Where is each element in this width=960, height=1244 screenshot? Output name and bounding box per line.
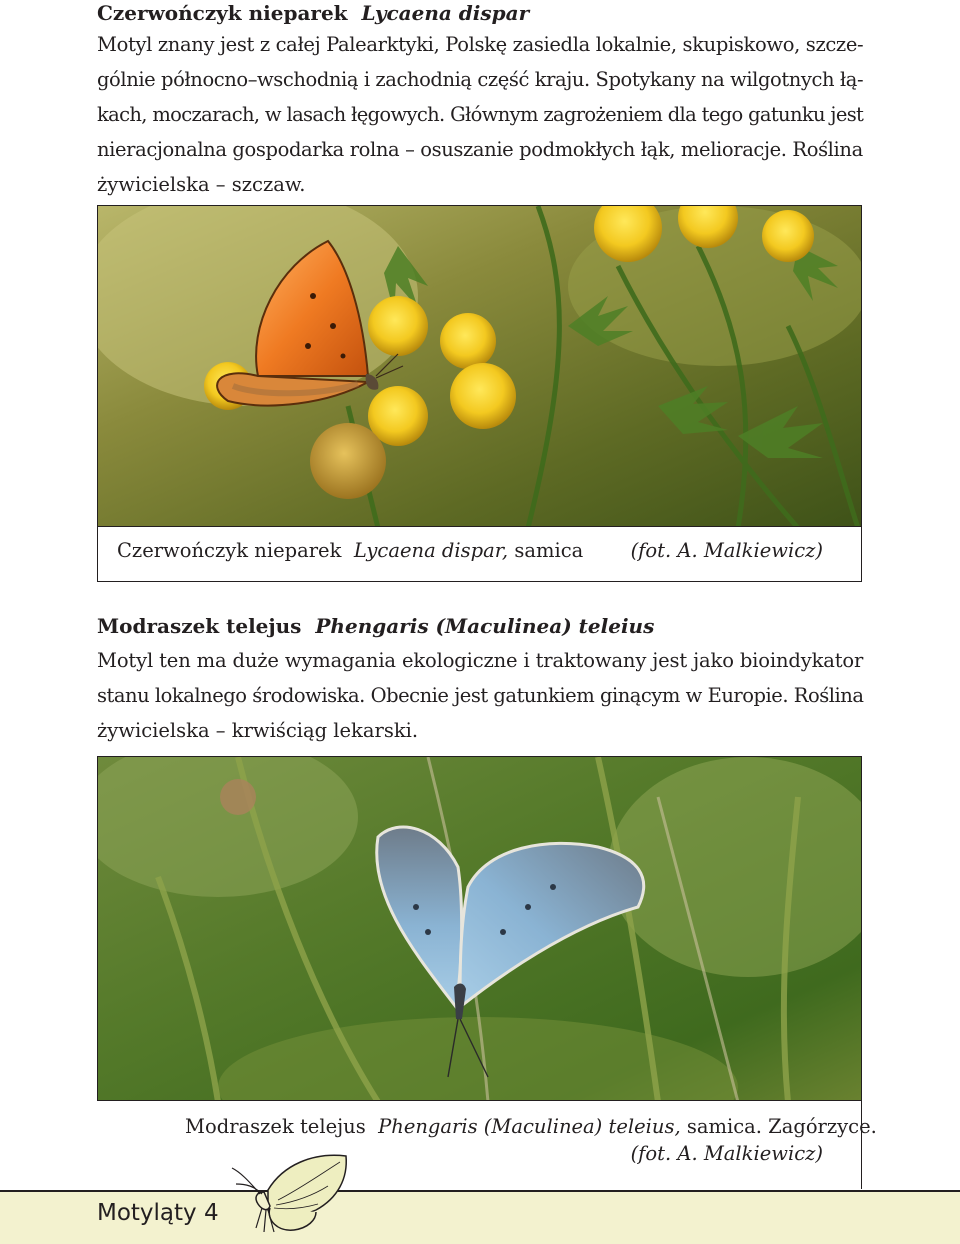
butterfly-photo-orange xyxy=(98,206,862,527)
footer-rule xyxy=(0,1190,960,1192)
paragraph-line: nieracjonalna gospodarka rolna – osuszanie podmokłych łąk, melioracje. Roślina xyxy=(97,138,863,161)
paragraph-line: kach, moczarach, w lasach łęgowych. Głównym zagrożeniem dla tego gatunku jest xyxy=(97,103,864,126)
paragraph-line: stanu lokalnego środowiska. Obecnie jest gatunkiem ginącym w Europie. Roślina xyxy=(97,684,864,707)
butterfly-outline-icon xyxy=(228,1150,358,1238)
paragraph-line: Motyl znany jest z całej Palearktyki, Polskę zasiedla lokalnie, skupiskowo, szcze- xyxy=(97,33,864,56)
heading-common-name: Modraszek telejus xyxy=(97,614,302,638)
caption-common-name: Czerwończyk nieparek xyxy=(117,539,342,562)
photo-caption-2 xyxy=(97,1101,877,1189)
caption-photo-credit: (fot. A. Malkiewicz) xyxy=(630,1142,823,1165)
caption-text xyxy=(117,539,583,562)
section-heading-modraszek xyxy=(97,613,654,639)
heading-latin-name: Lycaena dispar xyxy=(361,1,530,25)
caption-common-name: Modraszek telejus xyxy=(185,1115,366,1138)
paragraph-line: żywicielska – krwiściąg lekarski. xyxy=(97,719,419,742)
paragraph-line: Motyl ten ma duże wymagania ekologiczne i traktowany jest jako bioindykator xyxy=(97,649,864,672)
caption-sex: samica xyxy=(514,539,584,562)
section-paragraph-czerwonczyk xyxy=(97,27,863,202)
caption-latin-name: Phengaris (Maculinea) teleius, xyxy=(378,1115,681,1138)
section-paragraph-modraszek xyxy=(97,643,863,748)
caption-location: samica. Zagórzyce. xyxy=(686,1115,877,1138)
caption-latin-name: Lycaena dispar, xyxy=(353,539,509,562)
photo-phengaris-teleius xyxy=(97,756,862,1101)
butterfly-photo-blue xyxy=(98,757,862,1101)
heading-latin-name: Phengaris (Maculinea) teleius xyxy=(315,614,655,638)
section-heading-czerwonczyk xyxy=(97,0,529,26)
heading-common-name: Czerwończyk nieparek xyxy=(97,1,348,25)
caption-photo-credit: (fot. A. Malkiewicz) xyxy=(630,539,823,562)
paragraph-line: gólnie północno–wschodnią i zachodnią część kraju. Spotykany na wilgotnych łą- xyxy=(97,68,864,91)
paragraph-line: żywicielska – szczaw. xyxy=(97,173,306,196)
photo-lycaena-dispar xyxy=(97,205,862,527)
footer-section-label: Motyląty 4 xyxy=(97,1200,219,1226)
caption-text xyxy=(185,1115,877,1138)
photo-caption-1 xyxy=(97,527,862,582)
